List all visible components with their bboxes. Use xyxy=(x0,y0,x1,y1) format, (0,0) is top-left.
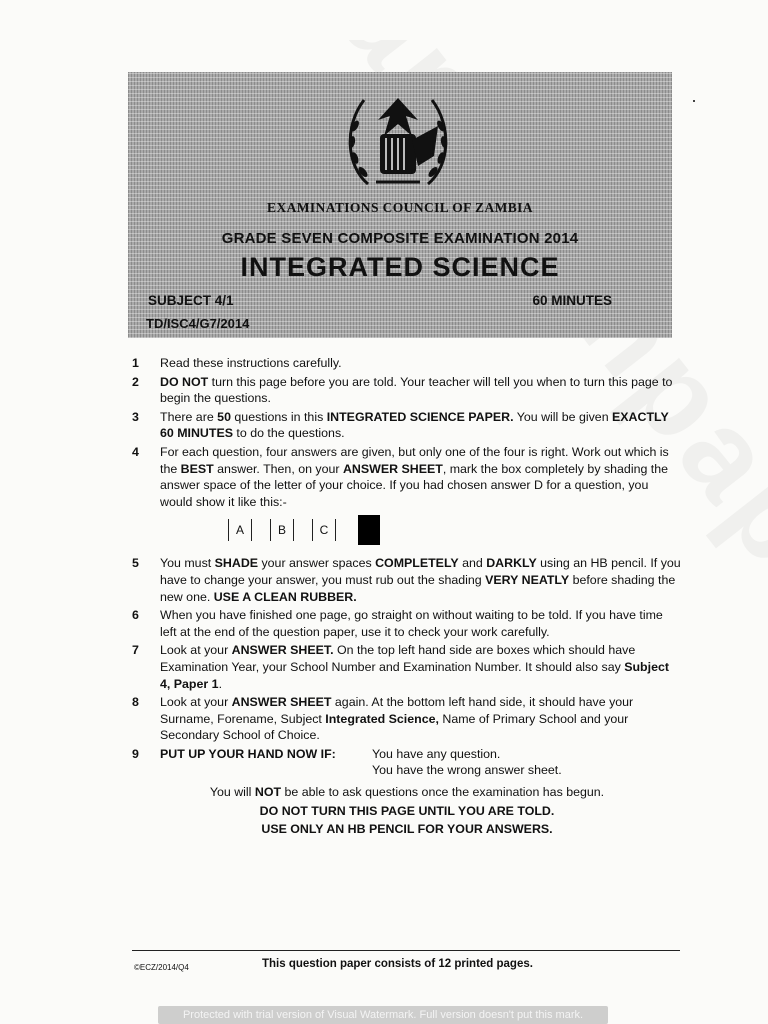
instruction-text xyxy=(160,556,681,603)
emphasis-text: 50 xyxy=(217,409,231,424)
answer-letter: C xyxy=(319,523,329,538)
emphasis-text: COMPLETELY xyxy=(375,556,459,571)
footer-divider xyxy=(132,950,680,951)
body-text: to do the questions. xyxy=(232,426,345,441)
answer-letter: A xyxy=(235,523,244,538)
hand-up-label: PUT UP YOUR HAND NOW IF: xyxy=(160,746,336,761)
body-text: before shading the new one. xyxy=(160,572,676,604)
emphasis-text: ANSWER SHEET. xyxy=(231,643,334,658)
closing-note xyxy=(132,784,682,801)
body-text: Look at your xyxy=(160,643,232,658)
emphasis-text: DARKLY xyxy=(486,556,537,571)
answer-box-b xyxy=(270,519,294,541)
emphasis-text: ANSWER SHEET xyxy=(342,461,443,476)
emphasis-text: USE A CLEAN RUBBER. xyxy=(213,589,357,604)
instruction-item-2 xyxy=(132,374,682,407)
answer-example xyxy=(132,515,682,553)
item-number: 6 xyxy=(132,608,139,623)
emphasis-text: VERY NEATLY xyxy=(485,572,570,587)
body-text: You will be given xyxy=(513,409,613,424)
body-text: . xyxy=(218,676,223,691)
item-number: 8 xyxy=(132,695,139,710)
emphasis-text: ANSWER SHEET xyxy=(231,695,332,710)
answer-box-d-shaded xyxy=(358,515,380,545)
paper-reference: TD/ISC4/G7/2014 xyxy=(146,316,250,331)
emphasis-text: DO NOT xyxy=(160,374,209,389)
body-text: There are xyxy=(160,409,218,424)
reason-item: You have any question. xyxy=(372,746,501,761)
instruction-item-5 xyxy=(132,555,682,605)
instruction-items-5-8 xyxy=(132,555,682,744)
answer-letter-shaded: D xyxy=(364,520,374,535)
instruction-item-9 xyxy=(132,746,682,779)
reason-item: You have the wrong answer sheet. xyxy=(372,763,562,778)
body-text: again. At the bottom left hand side, it should have your Surname, Forename, Subject xyxy=(160,695,634,726)
instruction-text xyxy=(160,608,663,639)
instruction-items-1-4 xyxy=(132,355,682,510)
subject-title: INTEGRATED SCIENCE xyxy=(240,252,560,282)
item-number: 2 xyxy=(132,374,139,389)
trial-watermark-notice: Protected with trial version of Visual Watermark. Full version doesn't put this mark. xyxy=(158,1006,608,1024)
copyright-code: ©ECZ/2014/Q4 xyxy=(134,963,189,972)
body-text: using an HB pencil. If you have to change your answer, you must rub out the shading xyxy=(160,556,681,587)
item-number: 4 xyxy=(132,444,139,459)
answer-box-a xyxy=(228,519,252,541)
item-number: 5 xyxy=(132,556,139,571)
emphasis-text: BEST xyxy=(180,461,214,476)
exam-duration: 60 MINUTES xyxy=(532,293,612,308)
council-name: EXAMINATIONS COUNCIL OF ZAMBIA xyxy=(267,200,533,215)
instruction-item-4 xyxy=(132,444,682,510)
instruction-text xyxy=(160,643,669,690)
body-text: turn this page before you are told. Your teacher will tell you when to turn this page to begin the questions. xyxy=(160,374,673,406)
answer-letter: B xyxy=(277,523,286,538)
instruction-text xyxy=(160,410,669,441)
subject-code: SUBJECT 4/1 xyxy=(148,293,234,308)
emphasis-text: EXACTLY 60 MINUTES xyxy=(160,409,669,441)
closing-text: be able to ask questions once the examination has begun. xyxy=(281,785,605,800)
emphasis-text: SHADE xyxy=(214,556,259,571)
closing-text: You will xyxy=(209,785,255,800)
exam-header-banner xyxy=(128,72,672,338)
answer-box-c xyxy=(312,519,336,541)
closing-emphasis: NOT xyxy=(254,785,282,800)
instruction-text xyxy=(160,375,672,406)
do-not-turn-warning: DO NOT TURN THIS PAGE UNTIL YOU ARE TOLD. xyxy=(259,803,555,818)
exam-title: GRADE SEVEN COMPOSITE EXAMINATION 2014 xyxy=(221,230,579,247)
body-text: On the top left hand side are boxes which should have Examination Year, your School Number and Examination Number. It should also say xyxy=(160,643,636,674)
body-text: , mark the box completely by shading the answer space of the letter of your choice. If you had chosen answer D for a question, you would show it like this:- xyxy=(160,461,669,509)
emphasis-text: Integrated Science, xyxy=(325,711,439,726)
body-text: Name of Primary School and your Secondary School of Choice. xyxy=(160,711,629,743)
instruction-item-3 xyxy=(132,409,682,442)
instruction-text xyxy=(160,356,342,370)
item-number: 9 xyxy=(132,746,139,761)
body-text: answer. Then, on your xyxy=(213,461,343,476)
item-number: 3 xyxy=(132,409,139,424)
hb-pencil-warning: USE ONLY AN HB PENCIL FOR YOUR ANSWERS. xyxy=(261,822,553,837)
body-text: your answer spaces xyxy=(258,556,376,571)
emphasis-text: INTEGRATED SCIENCE PAPER. xyxy=(326,409,514,424)
body-text: For each question, four answers are given, but only one of the four is right. Work out which is the xyxy=(160,444,669,476)
body-text: and xyxy=(458,556,487,571)
item-number: 1 xyxy=(132,356,139,370)
instruction-item-1 xyxy=(132,355,682,372)
scan-speck xyxy=(693,100,695,102)
instruction-item-6 xyxy=(132,607,682,640)
instruction-item-7 xyxy=(132,642,682,692)
coat-of-arms-icon xyxy=(338,86,458,198)
item-number: 7 xyxy=(132,643,139,658)
instructions-list xyxy=(132,355,682,838)
page-count-note: This question paper consists of 12 printed pages. xyxy=(262,958,533,970)
body-text: You must xyxy=(160,556,215,571)
hand-up-reasons xyxy=(372,746,562,779)
body-text: questions in this xyxy=(230,409,327,424)
body-text: Read these instructions carefully. xyxy=(160,356,342,370)
instruction-item-8 xyxy=(132,694,682,744)
body-text: When you have finished one page, go straight on without waiting to be told. If you have time left at the end of the question paper, use it to check your work carefully. xyxy=(160,608,663,639)
emphasis-text: Subject 4, Paper 1 xyxy=(160,659,669,691)
body-text: Look at your xyxy=(160,695,232,710)
instruction-text xyxy=(160,445,669,509)
instruction-text xyxy=(160,695,633,742)
